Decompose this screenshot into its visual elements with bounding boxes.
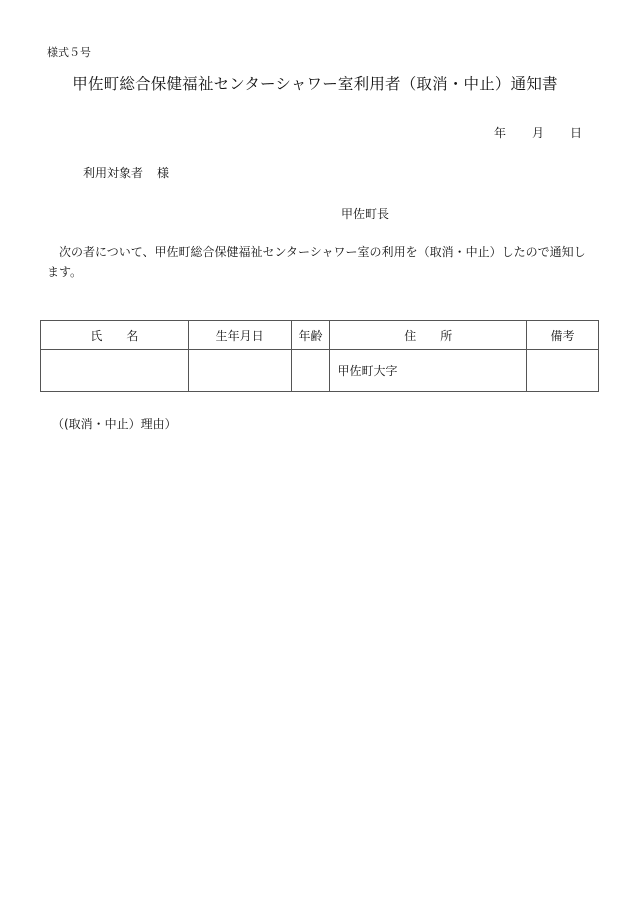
date-line [494,124,582,141]
cell-age [291,350,330,392]
header-name: 氏 名 [41,321,189,350]
header-remarks: 備考 [527,321,599,350]
table-row [41,350,599,392]
reason-label: （(取消・中止）理由） [52,417,177,431]
header-age: 年齢 [291,321,330,350]
document-title: 甲佐町総合保健福祉センターシャワー室利用者（取消・中止）通知書 [72,75,558,93]
issuer: 甲佐町長 [341,207,390,221]
cell-birthdate [188,350,291,392]
form-number: 様式５号 [47,46,91,59]
addressee [83,164,169,181]
addressee-honorific: 様 [157,166,170,180]
date-month-label: 月 [531,126,544,140]
date-day-label: 日 [569,126,582,140]
cell-remarks [527,350,599,392]
header-birthdate: 生年月日 [188,321,291,350]
cell-name [41,350,189,392]
table-header-row [41,321,599,350]
date-year-label: 年 [493,126,506,140]
cell-address: 甲佐町大字 [330,350,527,392]
body-text: 次の者について、甲佐町総合保健福祉センターシャワー室の利用を（取消・中止）したので通知します。 [47,245,586,279]
header-address: 住 所 [330,321,527,350]
notice-table [40,320,599,392]
addressee-label: 利用対象者 [83,166,144,180]
